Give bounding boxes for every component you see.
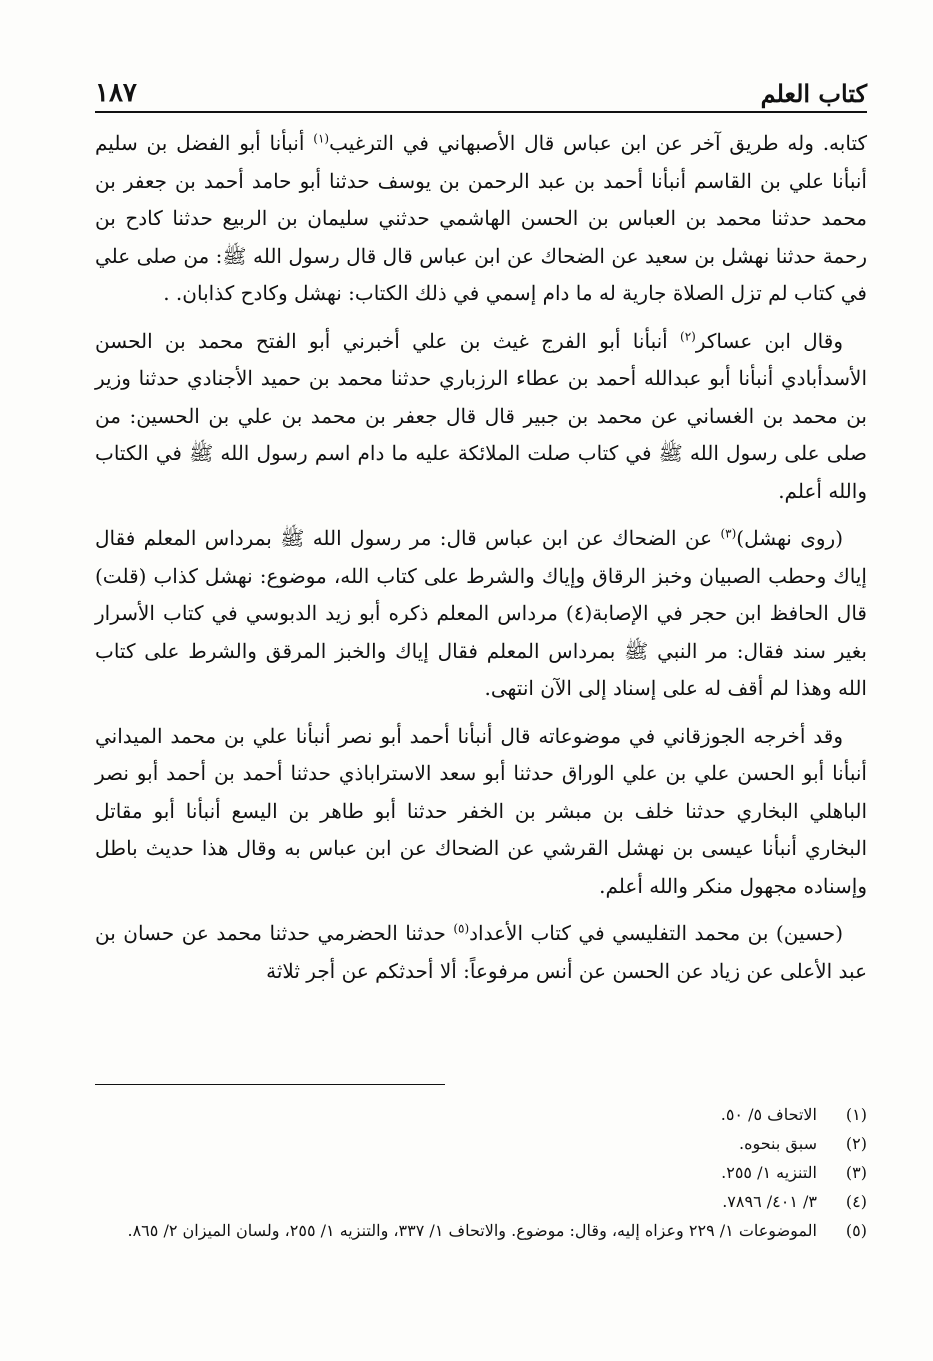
footnote-ref-2: (٢) <box>680 328 696 343</box>
footnote-divider <box>95 1084 445 1085</box>
footnote-ref-1: (١) <box>313 131 330 146</box>
paragraph-3: (روى نهشل)$^{(٣)}$ عن الضحاك عن ابن عباس قال: مر رسول الله ﷺ بمرداس المعلم فقال إياك وحطب الصبيان وخبز الرقاق وإياك والشرط على كتاب الله، موضوع: نهشل كذاب (قلت) قال الحافظ ابن حجر في الإصابة(٤) مرداس المعلم ذكره أبو زيد الدبوسي في كتاب الأسرار بغير سند فقال: مر النبي ﷺ بمرداس المعلم فقال إياك والخبز المرقق والشرط على كتاب الله وهذا لم أقف له على إسناد إلى الآن انتهى. <box>95 526 867 700</box>
footnote-5: (٥) الموضوعات ١/ ٢٢٩ وعزاه إليه، وقال: موضوع. والاتحاف ١/ ٣٣٧، والتنزيه ١/ ٢٥٥، ولسان الميزان ٢/ ٨٦٥. <box>127 1221 867 1240</box>
footnote-3: (٣) التنزيه ١/ ٢٥٥. <box>721 1163 867 1182</box>
footnote-4: (٤) ٣/ ٤٠١/ ٧٨٩٦. <box>722 1192 867 1211</box>
paragraph-2: وقال ابن عساكر$^{(٢)}$ أنبأنا أبو الفرج غيث بن علي أخبرني أبو الفتح محمد بن الحسن الأسدأبادي أنبأنا أبو عبدالله أحمد بن عطاء الرزباري حدثنا محمد بن حميد الأجنادي حدثنا وزير بن محمد بن الغساني عن محمد بن جبير قال قال جعفر بن محمد بن علي بن الحسين: من صلى على رسول الله ﷺ في كتاب صلت الملائكة عليه ما دام اسم رسول الله ﷺ في الكتاب والله أعلم. <box>95 328 867 503</box>
paragraph-4: وقد أخرجه الجوزقاني في موضوعاته قال أنبأنا أحمد أبو نصر أنبأنا علي بن محمد الميداني أنبأنا أبو الحسن علي بن علي الوراق حدثنا أبو سعد الاستراباذي حدثنا أحمد بن أحمد أبو نصر الباهلي البخاري حدثنا خلف بن مبشر بن الخفر حدثنا أبو طاهر بن اليسع أنبأنا أبو مقاتل البخاري أنبأنا عيسى بن نهشل القرشي عن الضحاك عن ابن عباس به وقال هذا حديث باطل وإسناده مجهول منكر والله أعلم. <box>95 723 867 898</box>
paragraph-1: كتابه. وله طريق آخر عن ابن عباس قال الأصبهاني في الترغيب$^{(١)}$ أنبأنا أبو الفضل بن سليم أنبأنا علي بن القاسم أنبأنا أحمد بن عبد الرحمن بن يوسف حدثنا أبو حامد أحمد بن جعفر بن محمد حدثنا محمد بن العباس بن الحسن الهاشمي حدثني سليمان بن الربيع حدثنا كادح بن رحمة حدثنا نهشل بن سعيد عن الضحاك عن ابن عباس قال قال رسول الله ﷺ: من صلى علي في كتاب لم تزل الصلاة جارية له ما دام إسمي في ذلك الكتاب: نهشل وكادح كذابان. . <box>95 131 867 305</box>
running-header <box>95 78 867 113</box>
book-page <box>95 78 867 1240</box>
paragraph-5: (حسين) بن محمد التفليسي في كتاب الأعداد$^{(٥)}$ حدثنا الحضرمي حدثنا محمد عن حسان بن عبد الأعلى عن زياد عن الحسن عن أنس مرفوعاً: ألا أحدثكم عن أجر ثلاثة <box>95 921 867 983</box>
footnotes <box>95 1100 867 1245</box>
main-text <box>95 125 867 990</box>
footnote-2: (٢) سبق بنحوه. <box>738 1134 867 1153</box>
footnote-ref-3: (٣) <box>720 526 737 541</box>
chapter-title: كتاب العلم <box>760 79 867 108</box>
page-number: ١٨٧ <box>95 78 137 108</box>
footnote-ref-5: (٥) <box>453 921 470 936</box>
footnote-1: (١) الاتحاف ٥/ ٥٠. <box>720 1105 867 1124</box>
